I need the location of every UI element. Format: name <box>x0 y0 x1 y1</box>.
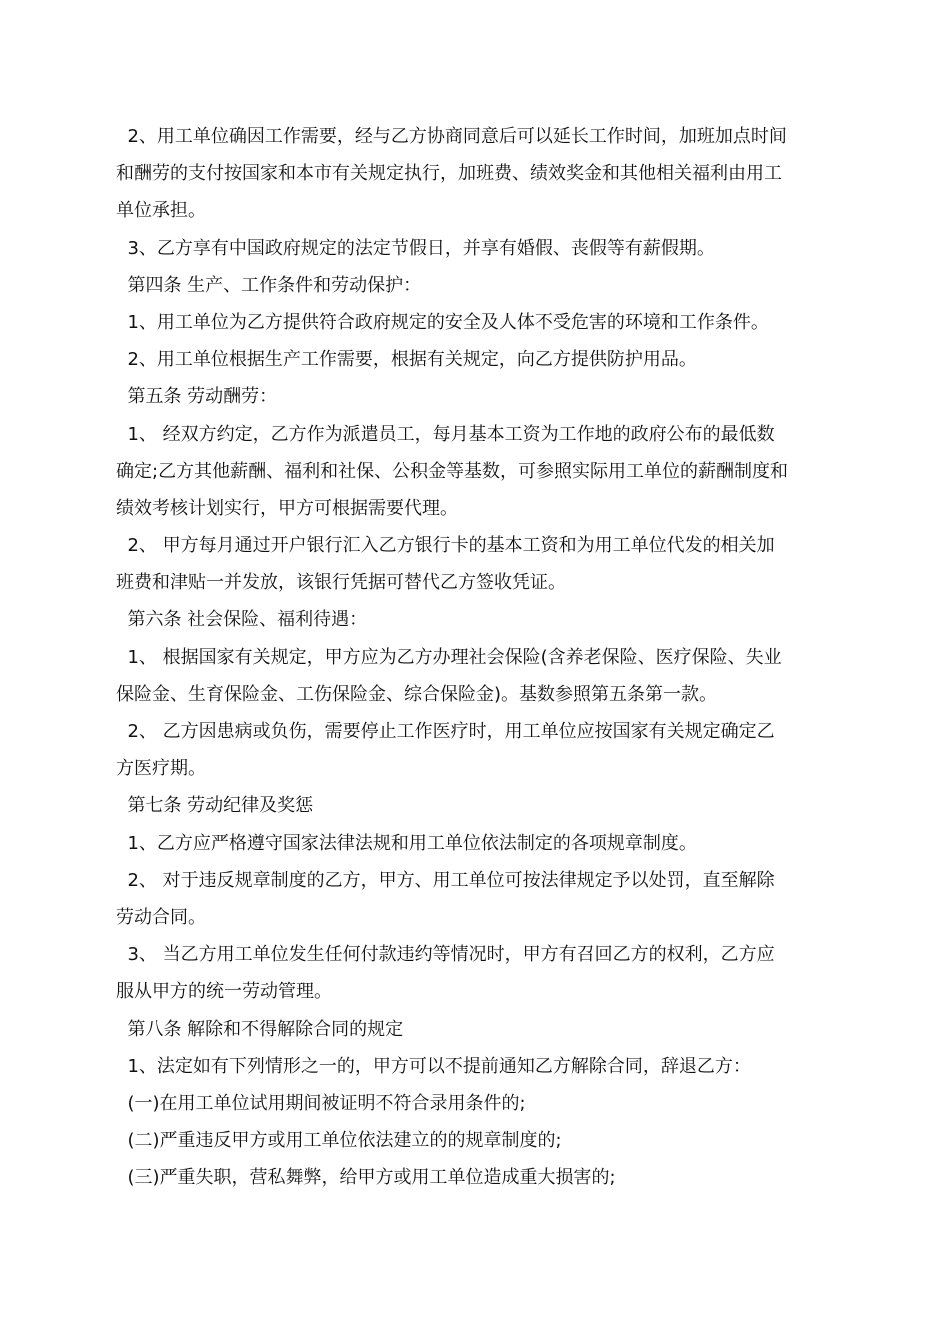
paragraph <box>116 527 838 601</box>
text-line: 2、用工单位确因工作需要，经与乙方协商同意后可以延长工作时间，加班加点时间 <box>116 126 787 147</box>
text-line: 第五条 劳动酬劳： <box>116 386 278 408</box>
paragraph <box>116 936 838 1010</box>
text-line: 单位承担。 <box>116 200 206 222</box>
text-line: 方医疗期。 <box>116 758 206 780</box>
paragraph <box>116 862 838 936</box>
text-line: 3、乙方享有中国政府规定的法定节假日，并享有婚假、丧假等有薪假期。 <box>116 237 715 259</box>
text-line: 第四条 生产、工作条件和劳动保护： <box>116 274 422 296</box>
paragraph <box>116 304 838 341</box>
text-line: 2、 甲方每月通过开户银行汇入乙方银行卡的基本工资和为用工单位代发的相关加 <box>116 535 775 557</box>
text-line: 1、用工单位为乙方提供符合政府规定的安全及人体不受危害的环境和工作条件。 <box>116 311 769 333</box>
paragraph <box>116 1159 838 1196</box>
text-line: 1、 经双方约定，乙方作为派遣员工，每月基本工资为工作地的政府公布的最低数 <box>116 423 775 445</box>
text-line: 1、法定如有下列情形之一的，甲方可以不提前通知乙方解除合同，辞退乙方： <box>116 1055 751 1077</box>
text-line: (二)严重违反甲方或用工单位依法建立的的规章制度的; <box>116 1130 562 1152</box>
text-line: 确定;乙方其他薪酬、福利和社保、公积金等基数，可参照实际用工单位的薪酬制度和 <box>116 460 789 482</box>
text-line: 第六条 社会保险、福利待遇： <box>116 609 368 631</box>
paragraph <box>116 118 838 230</box>
paragraph <box>116 378 838 415</box>
paragraph <box>116 713 838 787</box>
text-line: 服从甲方的统一劳动管理。 <box>116 981 332 1003</box>
paragraph <box>116 230 838 267</box>
text-line: 和酬劳的支付按国家和本市有关规定执行，加班费、绩效奖金和其他相关福利由用工 <box>116 163 782 185</box>
paragraph <box>116 1122 838 1159</box>
text-line: 劳动合同。 <box>116 906 206 928</box>
text-line: 1、乙方应严格遵守国家法律法规和用工单位依法制定的各项规章制度。 <box>116 832 697 854</box>
paragraph <box>116 1011 838 1048</box>
text-line: 绩效考核计划实行，甲方可根据需要代理。 <box>116 497 458 519</box>
text-line: 3、 当乙方用工单位发生任何付款违约等情况时，甲方有召回乙方的权利，乙方应 <box>116 944 775 966</box>
text-line: 第七条 劳动纪律及奖惩 <box>116 795 314 817</box>
text-line: 第八条 解除和不得解除合同的规定 <box>116 1018 404 1040</box>
text-line: (一)在用工单位试用期间被证明不符合录用条件的; <box>116 1092 526 1114</box>
paragraph <box>116 639 838 713</box>
paragraph <box>116 267 838 304</box>
paragraph <box>116 787 838 824</box>
text-line: (三)严重失职，营私舞弊，给甲方或用工单位造成重大损害的; <box>116 1167 616 1189</box>
paragraph <box>116 601 838 638</box>
paragraph <box>116 341 838 378</box>
paragraph <box>116 1048 838 1085</box>
paragraph <box>116 416 838 528</box>
text-line: 2、 乙方因患病或负伤，需要停止工作医疗时，用工单位应按国家有关规定确定乙 <box>116 721 775 742</box>
paragraph <box>116 1085 838 1122</box>
text-line: 2、用工单位根据生产工作需要，根据有关规定，向乙方提供防护用品。 <box>116 349 697 371</box>
text-line: 班费和津贴一并发放，该银行凭据可替代乙方签收凭证。 <box>116 572 566 594</box>
document-body <box>116 118 838 1196</box>
paragraph <box>116 825 838 862</box>
text-line: 2、 对于违反规章制度的乙方，甲方、用工单位可按法律规定予以处罚，直至解除 <box>116 869 775 891</box>
text-line: 保险金、生育保险金、工伤保险金、综合保险金)。基数参照第五条第一款。 <box>116 683 718 705</box>
text-line: 1、 根据国家有关规定，甲方应为乙方办理社会保险(含养老保险、医疗保险、失业 <box>116 646 782 668</box>
